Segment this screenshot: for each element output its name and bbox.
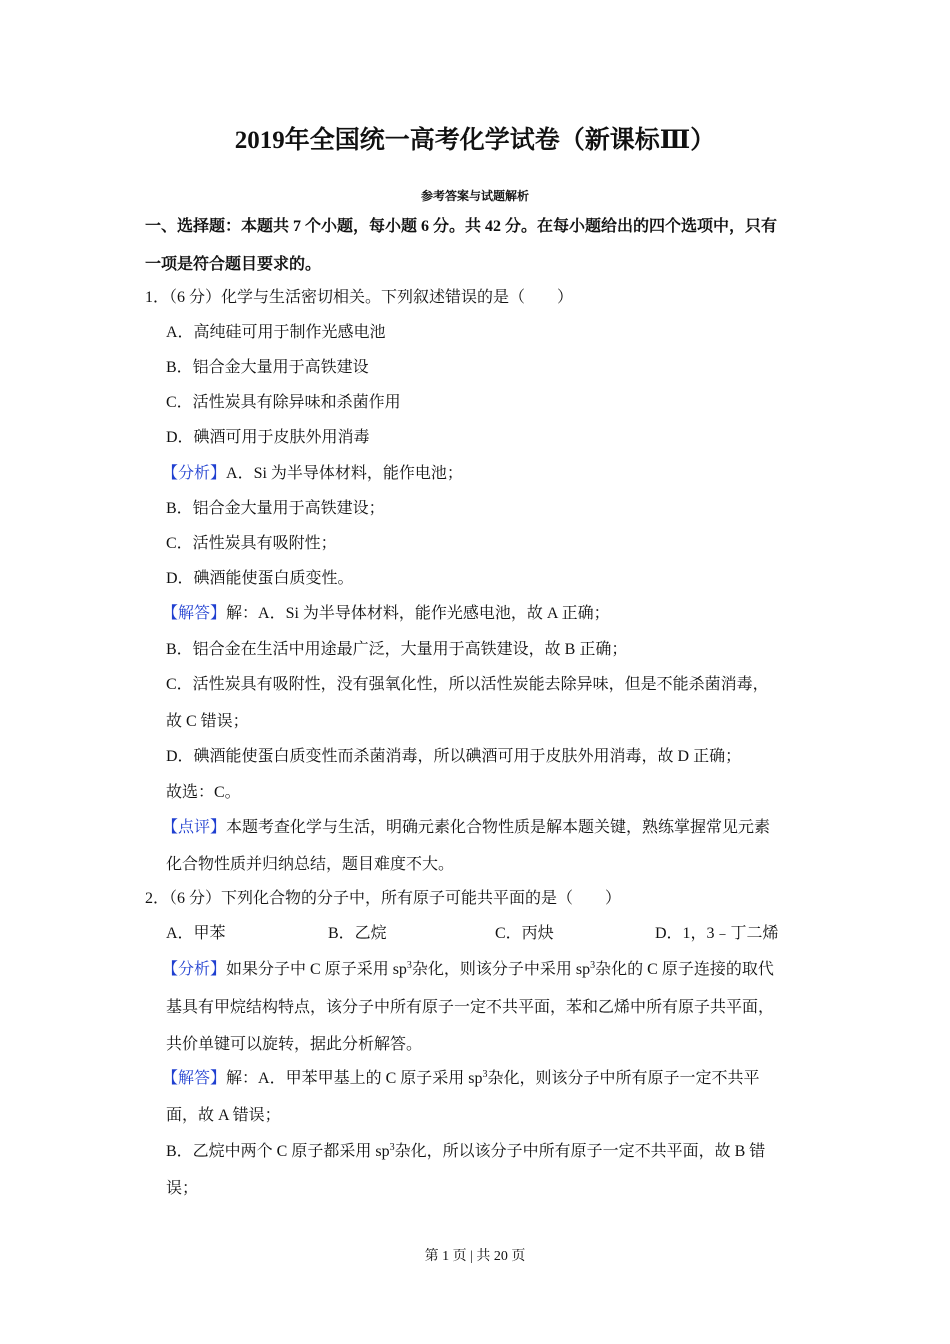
q2-option-d: D．1，3﹣丁二烯: [655, 925, 779, 942]
q1-answer-line: C．活性炭具有吸附性，没有强氧化性，所以活性炭能去除异味，但是不能杀菌消毒，: [166, 676, 769, 693]
q2-stem: 2．（6 分）下列化合物的分子中，所有原子可能共平面的是（ ）: [145, 890, 622, 907]
q2-analysis-line: 基具有甲烷结构特点，该分子中所有原子一定不共平面，苯和乙烯中所有原子共平面，: [166, 999, 775, 1016]
document-subtitle: 参考答案与试题解析: [420, 189, 529, 203]
superscript: 3: [590, 960, 596, 971]
q1-comment-line: [162, 818, 770, 838]
comment-label: 【点评】: [162, 819, 227, 836]
superscript: 3: [406, 960, 412, 971]
text: 解：A．甲苯甲基上的 C 原子采用 sp: [226, 1070, 483, 1087]
q1-answer-line: B．铝合金在生活中用途最广泛，大量用于高铁建设，故 B 正确；: [166, 641, 628, 658]
superscript: 3: [482, 1069, 488, 1080]
q1-analysis-line: D．碘酒能使蛋白质变性。: [166, 570, 354, 587]
q2-answer-line: 误；: [166, 1180, 199, 1197]
q2-answer-line: [166, 1142, 765, 1162]
q1-option-c: C．活性炭具有除异味和杀菌作用: [166, 394, 401, 411]
q2-option-c: C．丙炔: [495, 925, 554, 942]
text: 杂化，所以该分子中所有原子一定不共平面，故 B 错: [394, 1143, 766, 1160]
text: 杂化，则该分子中采用 sp: [411, 961, 591, 978]
q2-answer-line: [162, 1069, 760, 1089]
q2-option-a: A．甲苯: [166, 925, 226, 942]
analysis-label: 【分析】: [162, 961, 227, 978]
q1-option-a: A．高纯硅可用于制作光感电池: [166, 324, 386, 341]
q1-analysis-line: C．活性炭具有吸附性；: [166, 535, 337, 552]
q1-analysis-line: B．铝合金大量用于高铁建设；: [166, 500, 385, 517]
text: 杂化的 C 原子连接的取代: [595, 961, 774, 978]
section-heading-line1: 一、选择题：本题共 7 个小题，每小题 6 分。共 42 分。在每小题给出的四个选项中，只有: [145, 218, 778, 235]
q1-analysis-line: [162, 464, 463, 484]
q1-answer-line: 故选：C。: [166, 784, 241, 801]
analysis-text: A．Si 为半导体材料，能作电池；: [226, 465, 463, 482]
answer-label: 【解答】: [162, 1070, 227, 1087]
q1-answer-line: 故 C 错误；: [166, 713, 249, 730]
comment-text: 本题考查化学与生活，明确元素化合物性质是解本题关键，熟练掌握常见元素: [226, 819, 771, 836]
answer-label: 【解答】: [162, 605, 227, 622]
page-footer: 第 1 页 | 共 20 页: [424, 1249, 526, 1264]
section-heading-line2: 一项是符合题目要求的。: [145, 256, 322, 273]
superscript: 3: [389, 1142, 395, 1153]
q1-answer-line: D．碘酒能使蛋白质变性而杀菌消毒，所以碘酒可用于皮肤外用消毒，故 D 正确；: [166, 748, 742, 765]
answer-text: 解：A．Si 为半导体材料，能作光感电池，故 A 正确；: [226, 605, 610, 622]
q2-option-b: B．乙烷: [328, 925, 387, 942]
q2-analysis-line: [162, 960, 774, 980]
q1-comment-line: 化合物性质并归纳总结，题目难度不大。: [166, 856, 455, 873]
q1-answer-line: [162, 604, 610, 624]
text: 杂化，则该分子中所有原子一定不共平: [487, 1070, 760, 1087]
q1-option-b: B．铝合金大量用于高铁建设: [166, 359, 369, 376]
q2-answer-line: 面，故 A 错误；: [166, 1107, 281, 1124]
q1-option-d: D．碘酒可用于皮肤外用消毒: [166, 429, 370, 446]
text: B．乙烷中两个 C 原子都采用 sp: [166, 1143, 390, 1160]
q1-stem: 1．（6 分）化学与生活密切相关。下列叙述错误的是（ ）: [145, 289, 574, 306]
text: 如果分子中 C 原子采用 sp: [226, 961, 407, 978]
document-title: 2019年全国统一高考化学试卷（新课标Ⅲ）: [234, 127, 716, 154]
analysis-label: 【分析】: [162, 465, 227, 482]
q2-analysis-line: 共价单键可以旋转，据此分析解答。: [166, 1036, 423, 1053]
